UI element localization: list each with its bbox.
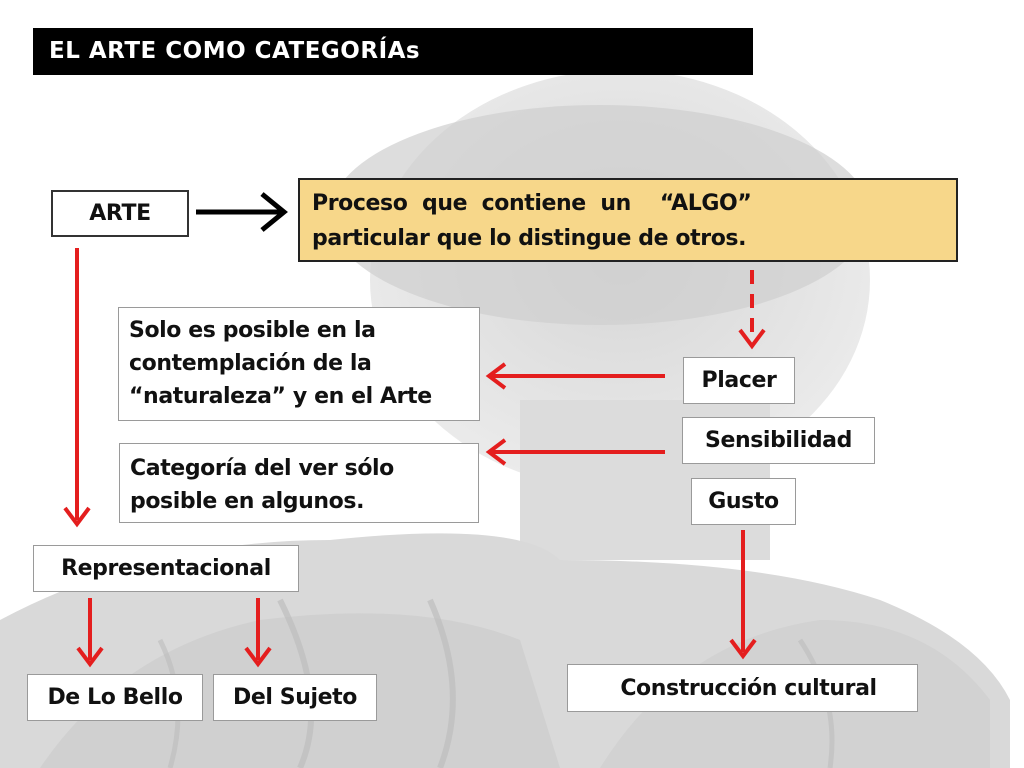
node-solo-line1: Solo es posible en la [129,318,376,343]
slide-title: EL ARTE COMO CATEGORÍAs [33,28,753,75]
arrow-arte-to-representacional [65,248,89,524]
node-sensibilidad [682,417,875,464]
node-solo-contemplacion [118,307,480,421]
node-gusto [691,478,796,525]
arrow-representacional-to-bello [78,598,102,664]
node-representacional [33,545,299,592]
node-construccion-cultural [567,664,918,712]
node-del-sujeto [213,674,377,721]
arrow-arte-to-proceso [196,194,284,230]
arrow-representacional-to-sujeto [246,598,270,664]
node-categoria-del-ver [119,443,479,523]
node-proceso-line1: Proceso que contiene un “ALGO” [312,191,752,216]
node-placer [683,357,795,404]
node-de-lo-bello [27,674,203,721]
node-arte-label: ARTE [89,201,151,226]
arrow-sensibilidad-to-categoria [489,440,665,464]
node-del-sujeto-label: Del Sujeto [233,685,357,710]
node-solo-line3: “naturaleza” y en el Arte [129,384,432,409]
node-gusto-label: Gusto [708,489,779,514]
node-solo-line2: contemplación de la [129,351,372,376]
node-construccion-label: Construcción cultural [620,675,877,701]
node-proceso [298,178,958,262]
arrow-placer-to-solo [489,364,665,388]
node-placer-label: Placer [701,368,777,393]
node-arte [51,190,189,237]
node-sensibilidad-label: Sensibilidad [705,428,852,453]
node-de-lo-bello-label: De Lo Bello [47,685,183,710]
arrow-gusto-to-construccion [731,530,755,656]
node-categoria-line1: Categoría del ver sólo [130,456,394,481]
node-categoria-line2: posible en algunos. [130,489,365,514]
node-representacional-label: Representacional [61,556,271,581]
node-proceso-line2: particular que lo distingue de otros. [312,226,747,251]
